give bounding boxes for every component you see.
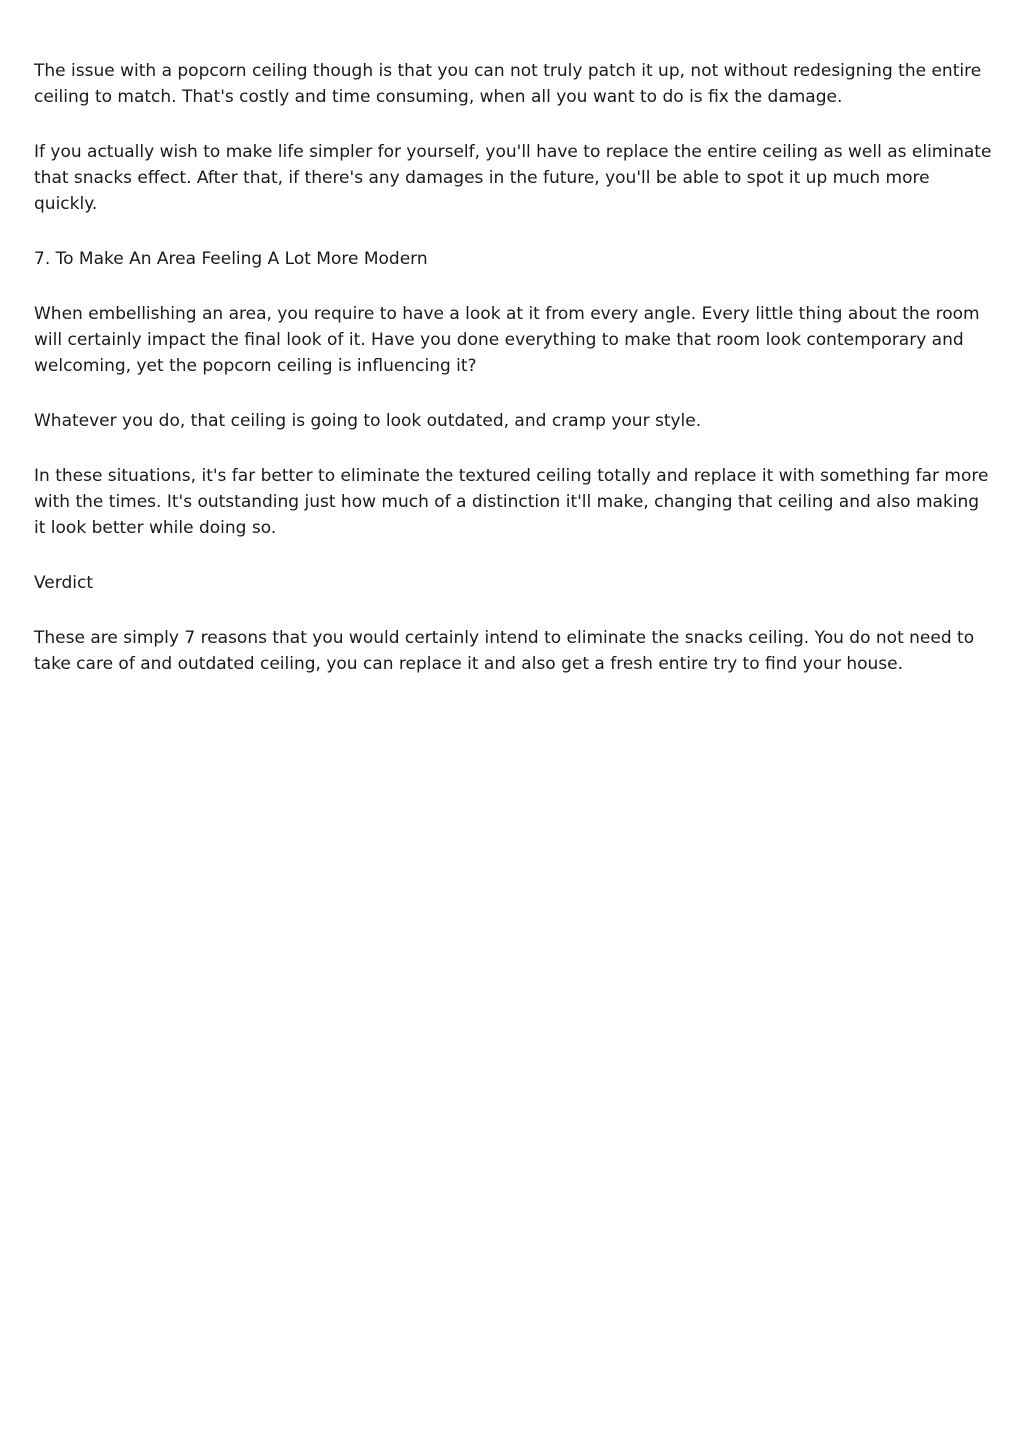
paragraph-conclusion: These are simply 7 reasons that you would certainly intend to eliminate the snacks ceiling. You do not need to take care of and outdated ceiling, you can replace it and also get a fresh entire try to find your house. — [34, 628, 975, 674]
section-heading-modern: 7. To Make An Area Feeling A Lot More Modern — [34, 249, 428, 269]
paragraph-popcorn-patch: The issue with a popcorn ceiling though is that you can not truly patch it up, not without redesigning the entire ceiling to match. That's costly and time consuming, when all you want to do is fix the damage. — [34, 61, 982, 107]
section-heading-verdict: Verdict — [34, 573, 93, 593]
paragraph-outdated: Whatever you do, that ceiling is going to look outdated, and cramp your style. — [34, 411, 702, 431]
paragraph-replace-ceiling: If you actually wish to make life simpler for yourself, you'll have to replace the entire ceiling as well as eliminate that snacks effect. After that, if there's any damages in the future, you'll be able to spot it up much more quickly. — [34, 142, 992, 214]
paragraph-situations: In these situations, it's far better to eliminate the textured ceiling totally and replace it with something far more with the times. It's outstanding just how much of a distinction it'll make, changing that ceiling and also making it look better while doing so. — [34, 466, 989, 538]
paragraph-embellishing: When embellishing an area, you require to have a look at it from every angle. Every little thing about the room will certainly impact the final look of it. Have you done everything to make that room look contemporary and welcoming, yet the popcorn ceiling is influencing it? — [34, 304, 980, 376]
document-page — [34, 58, 994, 706]
